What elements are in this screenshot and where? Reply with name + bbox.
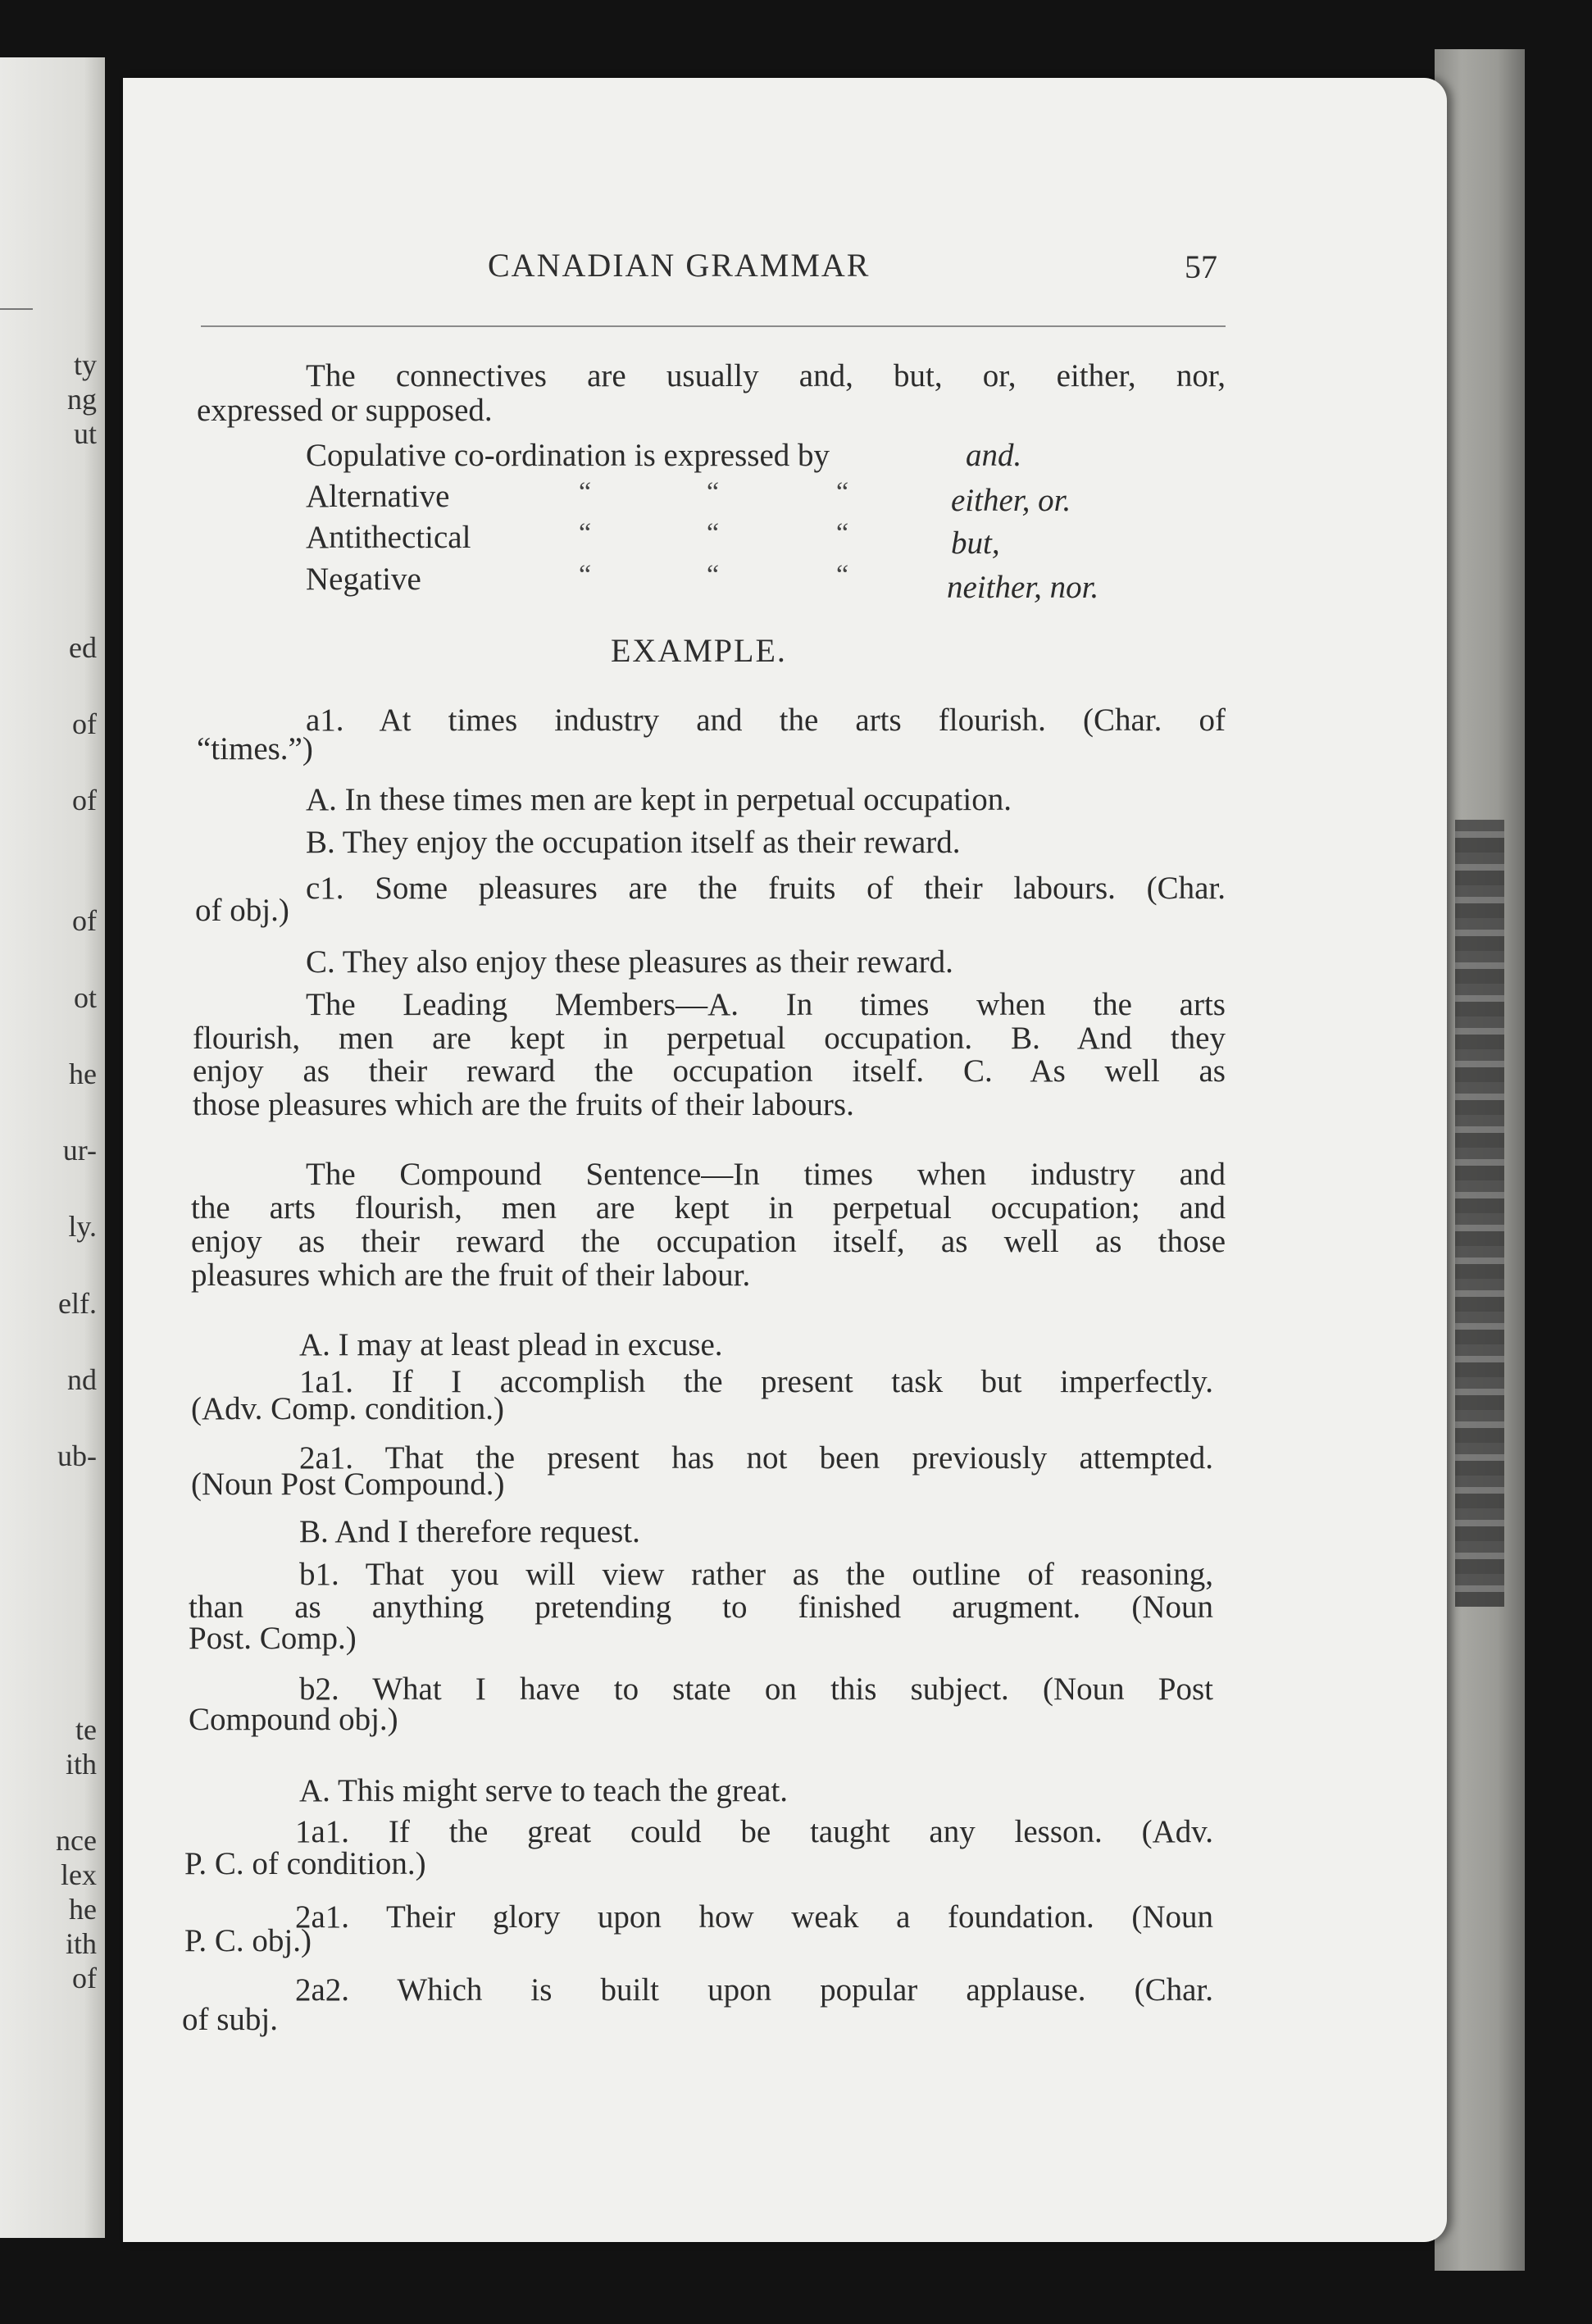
ditto-mark: “ bbox=[707, 560, 720, 590]
text-line: Post. Comp.) bbox=[189, 1621, 357, 1656]
left-fragment: of bbox=[72, 904, 97, 937]
text-line: those pleasures which are the fruits of their labours. bbox=[193, 1087, 854, 1122]
ditto-mark: “ bbox=[836, 560, 849, 590]
left-fragment: ub- bbox=[57, 1439, 97, 1472]
left-fragment: of bbox=[72, 1962, 97, 1994]
page-number: 57 bbox=[1185, 248, 1217, 285]
left-fragment: ly. bbox=[68, 1210, 97, 1243]
text-line: 1a1. If the great could be taught any lesson. (Adv. bbox=[295, 1814, 1213, 1849]
text-line: flourish, men are kept in perpetual occupation. B. And they bbox=[193, 1021, 1226, 1056]
left-fragment: of bbox=[72, 784, 97, 816]
left-page-text-fragments bbox=[0, 57, 105, 2238]
text-line: than as anything pretending to finished arugment. (Noun bbox=[189, 1590, 1213, 1625]
text-line: the arts flourish, men are kept in perpetual occupation; and bbox=[191, 1190, 1226, 1226]
binding-shadow-mark bbox=[1455, 820, 1504, 1607]
left-fragment: ed bbox=[69, 631, 97, 664]
ditto-mark: “ bbox=[707, 518, 720, 548]
left-fragment: elf. bbox=[58, 1287, 97, 1320]
ditto-mark: “ bbox=[707, 477, 720, 507]
text-line: 2a1. That the present has not been previously attempted. bbox=[299, 1440, 1213, 1476]
text-line: c1. Some pleasures are the fruits of their labours. (Char. bbox=[306, 871, 1226, 906]
text-line: A. I may at least plead in excuse. bbox=[299, 1327, 723, 1362]
left-fragment: ur- bbox=[62, 1134, 97, 1167]
text-line: Compound obj.) bbox=[189, 1702, 398, 1737]
text-line: “times.”) bbox=[197, 731, 313, 766]
left-facing-page bbox=[0, 57, 105, 2238]
ditto-mark: “ bbox=[836, 518, 849, 548]
left-fragment: ng bbox=[67, 383, 97, 416]
text-line: B. And I therefore request. bbox=[299, 1514, 640, 1549]
text-line: 2a2. Which is built upon popular applause. (Char. bbox=[295, 1972, 1213, 2008]
text-line: b2. What I have to state on this subject. (Noun Post bbox=[299, 1671, 1213, 1707]
coordination-word: and. bbox=[966, 438, 1022, 473]
left-fragment: ut bbox=[73, 417, 97, 450]
left-fragment: ty bbox=[73, 348, 97, 381]
coordination-label: Antithectical bbox=[306, 520, 471, 555]
text-line: The Leading Members—A. In times when the arts bbox=[306, 987, 1226, 1022]
left-fragment: of bbox=[72, 707, 97, 740]
header-rule bbox=[201, 325, 1226, 327]
left-fragment: he bbox=[69, 1893, 97, 1926]
text-line: The Compound Sentence—In times when industry and bbox=[306, 1157, 1226, 1192]
coordination-label: Alternative bbox=[306, 479, 450, 514]
text-line: 1a1. If I accomplish the present task but imperfectly. bbox=[299, 1364, 1213, 1399]
ditto-mark: “ bbox=[579, 477, 592, 507]
section-heading: EXAMPLE. bbox=[611, 632, 787, 669]
coordination-word: neither, nor. bbox=[947, 570, 1099, 605]
ditto-mark: “ bbox=[579, 518, 592, 548]
text-line: A. In these times men are kept in perpetual occupation. bbox=[306, 782, 1012, 817]
coordination-word: either, or. bbox=[951, 483, 1071, 518]
running-head: CANADIAN GRAMMAR bbox=[488, 247, 871, 284]
left-fragment: ot bbox=[73, 981, 97, 1014]
text-line: C. They also enjoy these pleasures as their reward. bbox=[306, 944, 953, 980]
text-line: P. C. obj.) bbox=[184, 1923, 312, 1958]
left-fragment: he bbox=[69, 1057, 97, 1090]
text-line: (Noun Post Compound.) bbox=[191, 1467, 505, 1502]
text-line: (Adv. Comp. condition.) bbox=[191, 1391, 505, 1426]
text-line: a1. At times industry and the arts flourish. (Char. of bbox=[306, 703, 1226, 738]
left-fragment: ith bbox=[65, 1748, 97, 1781]
text-line: B. They enjoy the occupation itself as their reward. bbox=[306, 825, 961, 860]
text-line: The connectives are usually and, but, or, either, nor, bbox=[306, 358, 1226, 393]
left-fragment: nce bbox=[56, 1824, 97, 1857]
text-line: b1. That you will view rather as the outline of reasoning, bbox=[299, 1557, 1213, 1592]
text-line: pleasures which are the fruit of their labour. bbox=[191, 1258, 751, 1293]
text-line: enjoy as their reward the occupation itself, as well as those bbox=[191, 1224, 1226, 1259]
left-fragment: ith bbox=[65, 1927, 97, 1960]
text-line: expressed or supposed. bbox=[197, 393, 493, 428]
text-line: A. This might serve to teach the great. bbox=[299, 1773, 789, 1808]
ditto-mark: “ bbox=[579, 560, 592, 590]
left-fragment: lex bbox=[61, 1858, 97, 1891]
coordination-lead: Copulative co-ordination is expressed by bbox=[306, 438, 830, 473]
text-line: 2a1. Their glory upon how weak a foundation. (Noun bbox=[295, 1899, 1213, 1935]
text-line: of subj. bbox=[182, 2002, 278, 2037]
text-line: P. C. of condition.) bbox=[184, 1846, 426, 1881]
left-fragment: nd bbox=[67, 1363, 97, 1396]
text-line: enjoy as their reward the occupation itself. C. As well as bbox=[193, 1053, 1226, 1089]
left-fragment: te bbox=[75, 1713, 97, 1746]
ditto-mark: “ bbox=[836, 477, 849, 507]
coordination-word: but, bbox=[951, 525, 1000, 561]
text-line: of obj.) bbox=[195, 893, 289, 928]
coordination-label: Negative bbox=[306, 562, 421, 597]
